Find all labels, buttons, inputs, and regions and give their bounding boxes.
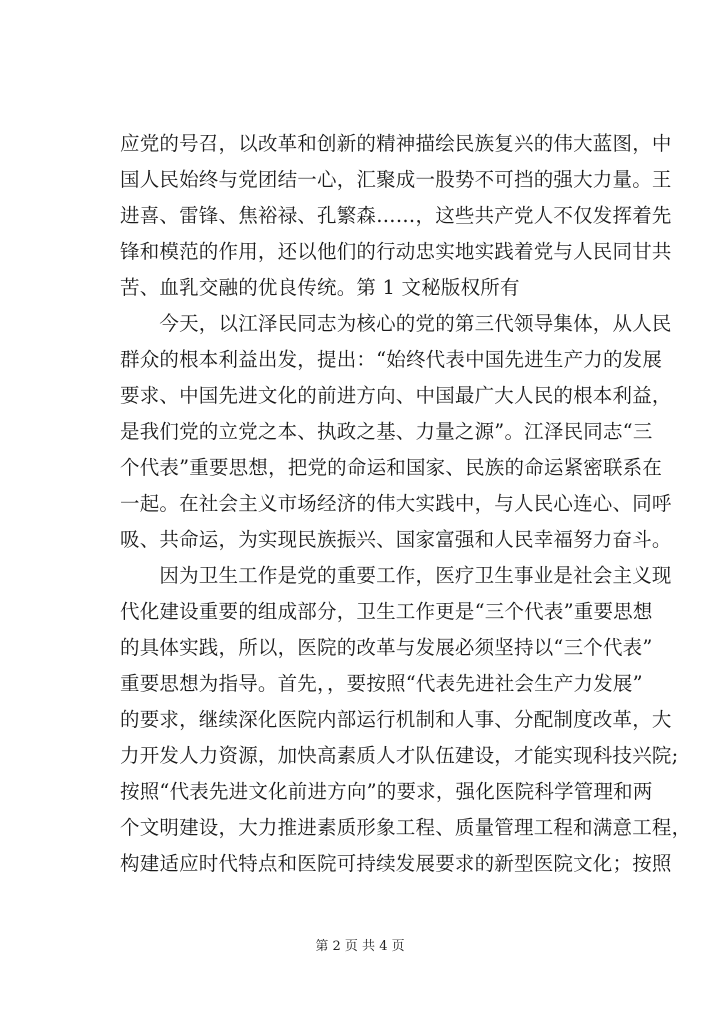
text-line: 今天，以江泽民同志为核心的党的第三代领导集体，从人民	[120, 312, 672, 335]
text-line: 的具体实践，所以，医院的改革与发展必须坚持以“三个代表”	[120, 636, 653, 659]
text-line: 个文明建设，大力推进素质形象工程、质量管理工程和满意工程，	[120, 816, 692, 839]
text-line: 国人民始终与党团结一心，汇聚成一股势不可挡的强大力量。王	[120, 168, 672, 191]
text-line: 的要求，继续深化医院内部运行机制和人事、分配制度改革，大	[120, 708, 672, 731]
text-line: 因为卫生工作是党的重要工作，医疗卫生事业是社会主义现	[120, 564, 672, 587]
text-line: 要求、中国先进文化的前进方向、中国最广大人民的根本利益，	[120, 384, 672, 407]
text-line: 个代表”重要思想，把党的命运和国家、民族的命运紧密联系在	[120, 456, 663, 479]
text-line: 吸、共命运，为实现民族振兴、国家富强和人民幸福努力奋斗。	[120, 528, 672, 551]
text-line: 群众的根本利益出发，提出：“始终代表中国先进生产力的发展	[120, 348, 663, 371]
text-line: 按照“代表先进文化前进方向”的要求，强化医院科学管理和两	[120, 780, 653, 803]
text-line: 锋和模范的作用，还以他们的行动忠实地实践着党与人民同甘共	[120, 240, 672, 263]
text-line: 代化建设重要的组成部分，卫生工作更是“三个代表”重要思想	[120, 600, 653, 623]
page-number-footer: 第 2 页 共 4 页	[315, 939, 405, 954]
text-line: 重要思想为指导。首先，，要按照“代表先进社会生产力发展”	[120, 672, 643, 695]
text-line: 力开发人力资源，加快高素质人才队伍建设，才能实现科技兴院;	[120, 744, 679, 767]
body-text	[120, 126, 692, 882]
text-line: 苦、血乳交融的优良传统。第 1 文秘版权所有	[120, 276, 520, 299]
text-line: 是我们党的立党之本、执政之基、力量之源”。江泽民同志“三	[120, 420, 653, 443]
text-line: 应党的号召，以改革和创新的精神描绘民族复兴的伟大蓝图，中	[120, 132, 672, 155]
text-line: 一起。在社会主义市场经济的伟大实践中，与人民心连心、同呼	[120, 492, 672, 515]
text-line: 构建适应时代特点和医院可持续发展要求的新型医院文化；按照	[120, 852, 672, 875]
text-line: 进喜、雷锋、焦裕禄、孔繁森……，这些共产党人不仅发挥着先	[120, 204, 672, 227]
